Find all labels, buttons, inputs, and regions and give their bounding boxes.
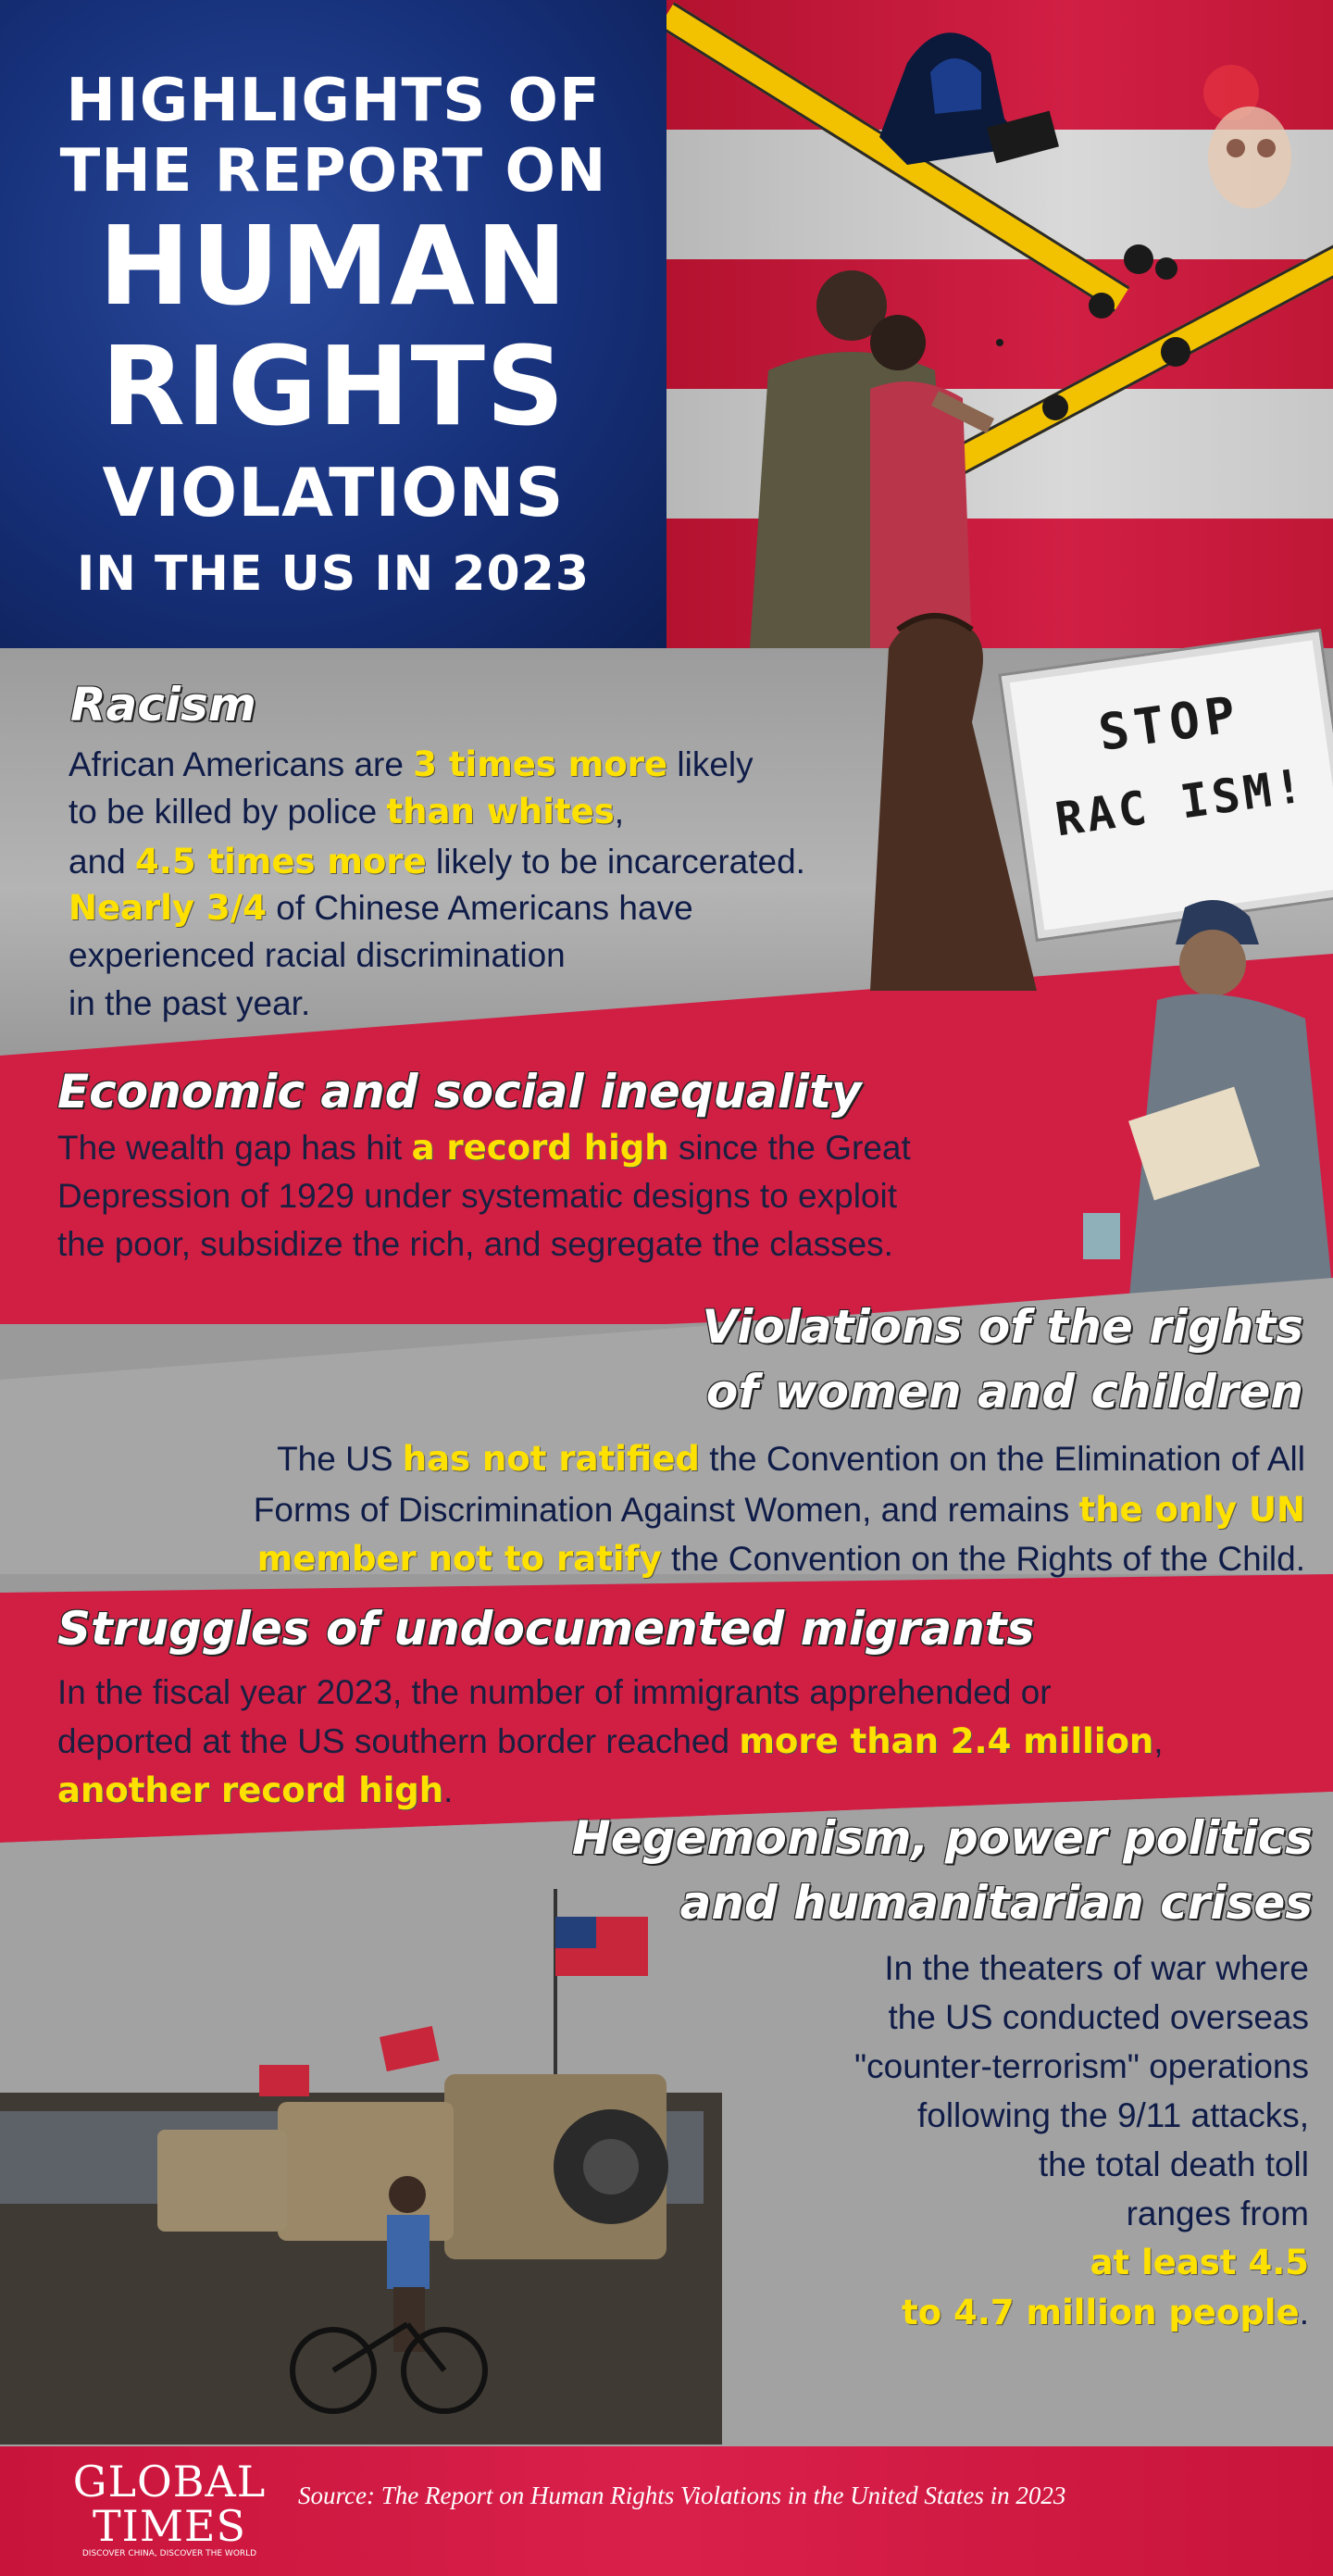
migrants-line-2: deported at the US southern border reached more than 2.4 million, <box>57 1721 1164 1761</box>
hacker-silhouette-icon <box>852 7 1065 183</box>
racism-line-5: experienced racial discrimination <box>69 936 566 974</box>
women-line-3: member not to ratify the Convention on the Rights of the Child. <box>256 1539 1305 1579</box>
sign-line-1: STOP <box>1094 684 1245 763</box>
hegemonism-line-2: the US conducted overseas <box>888 1998 1309 2036</box>
logo-bottom: TIMES <box>92 2501 247 2551</box>
logo-tagline: DISCOVER CHINA, DISCOVER THE WORLD <box>81 2549 257 2558</box>
inequality-line-3: the poor, subsidize the rich, and segregate the classes. <box>57 1225 893 1263</box>
racism-line-1: African Americans are 3 times more likely <box>69 744 754 784</box>
title-line-4: RIGHTS <box>101 322 566 450</box>
section-heading-racism: Racism <box>70 678 256 732</box>
racism-line-4: Nearly 3/4 of Chinese Americans have <box>69 888 693 928</box>
hegemonism-line-3: "counter-terrorism" operations <box>853 2047 1309 2085</box>
racism-line-3: and 4.5 times more likely to be incarcerated. <box>69 842 805 882</box>
section-heading-hegemonism-2: and humanitarian crises <box>679 1876 1313 1930</box>
hegemonism-line-1: In the theaters of war where <box>884 1949 1309 1987</box>
racism-line-2: to be killed by police than whites, <box>69 792 624 832</box>
title-line-3: HUMAN <box>98 202 568 330</box>
section-heading-hegemonism-1: Hegemonism, power politics <box>571 1811 1313 1865</box>
migrants-line-1: In the fiscal year 2023, the number of immigrants apprehended or <box>57 1673 1052 1711</box>
flag-collage <box>666 0 1333 648</box>
migrants-line-3: another record high. <box>57 1770 454 1810</box>
source-citation: Source: The Report on Human Rights Violations in the United States in 2023 <box>298 2482 1066 2509</box>
women-line-2: Forms of Discrimination Against Women, and remains the only UN <box>253 1490 1305 1530</box>
title-line-6: IN THE US IN 2023 <box>76 546 591 602</box>
section-heading-women-1: Violations of the rights <box>702 1300 1303 1354</box>
sign-line-2: RAC ISM! <box>1052 758 1310 847</box>
hegemonism-line-5: the total death toll <box>1038 2145 1309 2183</box>
global-times-logo <box>72 2459 267 2559</box>
footer <box>0 2446 1333 2576</box>
homeless-man-photo <box>1074 889 1333 1296</box>
title-panel <box>0 0 666 648</box>
hegemonism-line-6: ranges from <box>1126 2195 1309 2232</box>
hegemonism-line-4: following the 9/11 attacks, <box>916 2096 1309 2134</box>
hegemonism-line-8: to 4.7 million people. <box>902 2293 1309 2332</box>
skull-icon <box>1185 56 1314 222</box>
section-heading-inequality: Economic and social inequality <box>57 1065 862 1119</box>
splatter <box>944 241 1240 426</box>
war-scene-photo <box>0 1889 796 2445</box>
title-line-1: HIGHLIGHTS OF <box>66 67 601 135</box>
women-line-1: The US has not ratified the Convention on the Elimination of All <box>277 1439 1305 1479</box>
inequality-line-2: Depression of 1929 under systematic designs to exploit <box>57 1177 898 1215</box>
section-heading-women-2: of women and children <box>705 1365 1303 1419</box>
hegemonism-line-7: at least 4.5 <box>1090 2243 1309 2282</box>
title-line-2: THE REPORT ON <box>59 137 607 206</box>
logo-top: GLOBAL <box>72 2457 267 2507</box>
section-heading-migrants: Struggles of undocumented migrants <box>57 1602 1035 1656</box>
inequality-line-1: The wealth gap has hit a record high since the Great <box>57 1128 911 1168</box>
racism-line-6: in the past year. <box>69 984 311 1022</box>
title-line-5: VIOLATIONS <box>102 454 565 531</box>
